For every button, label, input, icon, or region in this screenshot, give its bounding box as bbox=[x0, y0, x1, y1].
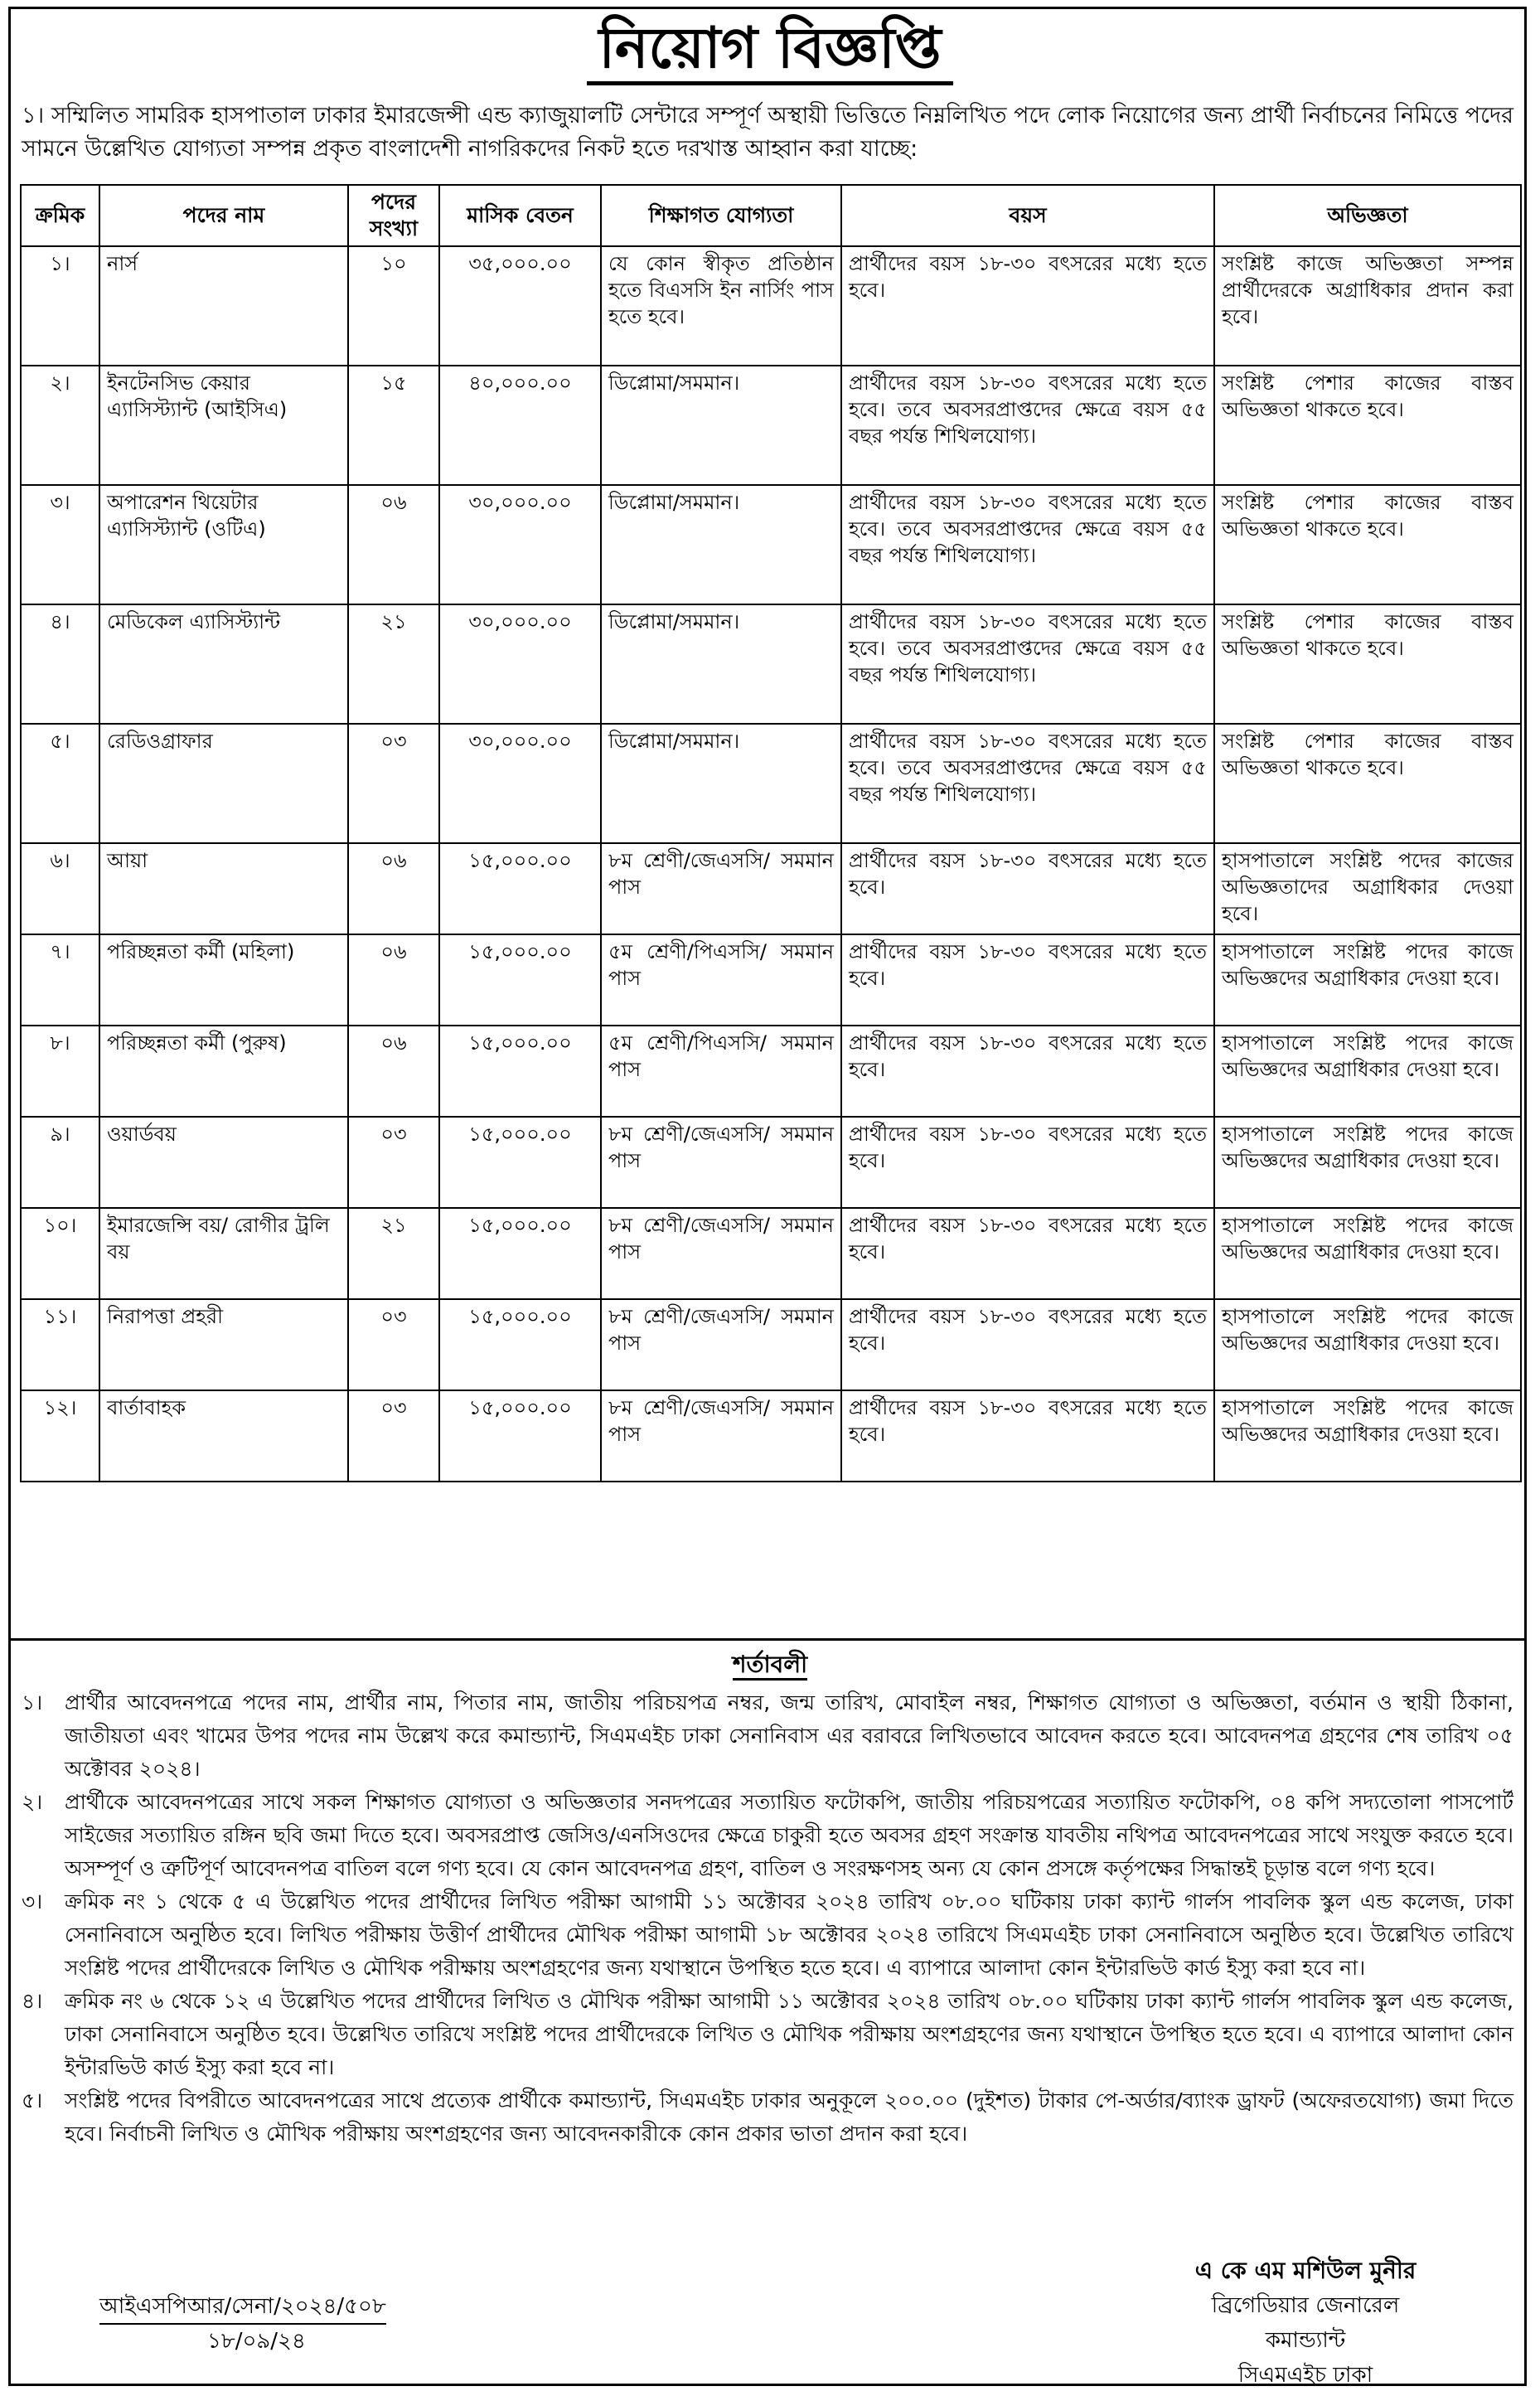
row-experience: হাসপাতালে সংশ্লিষ্ট পদের কাজে অভিজ্ঞদের অগ্রাধিকার দেওয়া হবে। bbox=[1214, 934, 1521, 1026]
row-serial: ৯। bbox=[21, 1117, 99, 1208]
row-education: ৮ম শ্রেণী/জেএসসি/ সমমান পাস bbox=[601, 1390, 841, 1482]
condition-text: ক্রমিক নং ১ থেকে ৫ এ উল্লেখিত পদের প্রার্থীদের লিখিত পরীক্ষা আগামী ১১ অক্টোবর ২০২৪ তারিখ ০৮.০০ ঘটিকায় ঢাকা ক্যান্ট গার্লস পাবলিক স্কুল এন্ড কলেজ, ঢাকা সেনানিবাসে অনুষ্ঠিত হবে। লিখিত পরীক্ষায় উত্তীর্ণ প্রার্থীদের মৌখিক পরীক্ষা আগামী ১৮ অক্টোবর ২০২৪ তারিখে সিএমএইচ ঢাকা সেনানিবাসে অনুষ্ঠিত হবে। উল্লেখিত তারিখে সংশ্লিষ্ট পদের প্রার্থীদেরকে লিখিত ও মৌখিক পরীক্ষায় অংশগ্রহণের জন্য যথাস্থানে উপস্থিত হতে হবে। এ ব্যাপারে আলাদা কোন ইন্টারভিউ কার্ড ইস্যু করা হবে না। bbox=[65, 1889, 1513, 1980]
row-post-count: ০৩ bbox=[348, 1390, 439, 1482]
row-post-count: ২১ bbox=[348, 604, 439, 724]
condition-number: ৩। bbox=[22, 1889, 43, 1913]
row-monthly-salary: ১৫,০০০.০০ bbox=[439, 1117, 601, 1208]
row-experience: হাসপাতালে সংশ্লিষ্ট পদের কাজে অভিজ্ঞদের অগ্রাধিকার দেওয়া হবে। bbox=[1214, 1299, 1521, 1390]
signature-block bbox=[1119, 2253, 1492, 2393]
table-row bbox=[21, 485, 1521, 604]
row-experience: হাসপাতালে সংশ্লিষ্ট পদের কাজে অভিজ্ঞদের অগ্রাধিকার দেওয়া হবে। bbox=[1214, 1026, 1521, 1117]
row-age: প্রার্থীদের বয়স ১৮-৩০ বৎসরের মধ্যে হতে হবে। তবে অবসরপ্রাপ্তদের ক্ষেত্রে বয়স ৫৫ বছর পর্যন্ত শিথিলযোগ্য। bbox=[841, 604, 1214, 724]
divider-line bbox=[11, 1638, 1524, 1641]
row-post-name: পরিচ্ছন্নতা কর্মী (পুরুষ) bbox=[99, 1026, 348, 1117]
memo-block bbox=[99, 2290, 386, 2358]
vacancy-table bbox=[20, 184, 1522, 1482]
row-serial: ১২। bbox=[21, 1390, 99, 1482]
row-monthly-salary: ৩৫,০০০.০০ bbox=[439, 246, 601, 366]
condition-text: প্রার্থীর আবেদনপত্রে পদের নাম, প্রার্থীর নাম, পিতার নাম, জাতীয় পরিচয়পত্র নম্বর, জন্ম তারিখ, মোবাইল নম্বর, শিক্ষাগত যোগ্যতা ও অভিজ্ঞতা, বর্তমান ও স্থায়ী ঠিকানা, জাতীয়তা এবং খামের উপর পদের নাম উল্লেখ করে কমান্ড্যান্ট, সিএমএইচ ঢাকা সেনানিবাস এর বরাবরে লিখিতভাবে আবেদন করতে হবে। আবেদনপত্র গ্রহণের শেষ তারিখ ০৫ অক্টোবর ২০২৪। bbox=[65, 1690, 1513, 1781]
row-post-name: অপারেশন থিয়েটার এ্যাসিস্ট্যান্ট (ওটিএ) bbox=[99, 485, 348, 604]
row-serial: ৬। bbox=[21, 843, 99, 934]
row-monthly-salary: ১৫,০০০.০০ bbox=[439, 1208, 601, 1299]
condition-item bbox=[22, 1985, 1513, 2084]
row-post-count: ১৫ bbox=[348, 366, 439, 485]
header-post-count: পদের সংখ্যা bbox=[348, 185, 439, 246]
row-post-count: ০৬ bbox=[348, 843, 439, 934]
row-monthly-salary: ১৫,০০০.০০ bbox=[439, 1390, 601, 1482]
row-experience: সংশ্লিষ্ট পেশার কাজের বাস্তব অভিজ্ঞতা থাকতে হবে। bbox=[1214, 485, 1521, 604]
row-post-count: ০৩ bbox=[348, 1299, 439, 1390]
row-serial: ৩। bbox=[21, 485, 99, 604]
notice-title: নিয়োগ বিজ্ঞপ্তি bbox=[0, 12, 1540, 85]
row-post-name: ইনটেনসিভ কেয়ার এ্যাসিস্ট্যান্ট (আইসিএ) bbox=[99, 366, 348, 485]
signatory-designation: কমান্ড্যান্ট bbox=[1265, 2328, 1346, 2353]
row-age: প্রার্থীদের বয়স ১৮-৩০ বৎসরের মধ্যে হতে হবে। তবে অবসরপ্রাপ্তদের ক্ষেত্রে বয়স ৫৫ বছর পর্যন্ত শিথিলযোগ্য। bbox=[841, 724, 1214, 843]
memo-reference: আইএসপিআর/সেনা/২০২৪/৫০৮ bbox=[99, 2290, 386, 2325]
row-education: ডিপ্লোমা/সমমান। bbox=[601, 724, 841, 843]
row-post-name: ইমারজেন্সি বয়/ রোগীর ট্রলি বয় bbox=[99, 1208, 348, 1299]
conditions-heading: শর্তাবলী bbox=[0, 1648, 1540, 1681]
table-row bbox=[21, 1026, 1521, 1117]
header-monthly-salary: মাসিক বেতন bbox=[439, 185, 601, 246]
row-education: ৫ম শ্রেণী/পিএসসি/ সমমান পাস bbox=[601, 1026, 841, 1117]
condition-number: ৫। bbox=[22, 2088, 43, 2112]
row-monthly-salary: ৩০,০০০.০০ bbox=[439, 604, 601, 724]
row-serial: ১১। bbox=[21, 1299, 99, 1390]
row-experience: সংশ্লিষ্ট পেশার কাজের বাস্তব অভিজ্ঞতা থাকতে হবে। bbox=[1214, 724, 1521, 843]
row-post-name: ওয়ার্ডবয় bbox=[99, 1117, 348, 1208]
condition-item bbox=[22, 1686, 1513, 1786]
row-post-name: নার্স bbox=[99, 246, 348, 366]
table-row bbox=[21, 246, 1521, 366]
row-serial: ৪। bbox=[21, 604, 99, 724]
header-serial: ক্রমিক bbox=[21, 185, 99, 246]
row-education: ডিপ্লোমা/সমমান। bbox=[601, 485, 841, 604]
row-post-name: আয়া bbox=[99, 843, 348, 934]
row-age: প্রার্থীদের বয়স ১৮-৩০ বৎসরের মধ্যে হতে হবে। bbox=[841, 1208, 1214, 1299]
row-serial: ২। bbox=[21, 366, 99, 485]
header-experience: অভিজ্ঞতা bbox=[1214, 185, 1521, 246]
row-post-count: ২১ bbox=[348, 1208, 439, 1299]
table-header-row bbox=[21, 185, 1521, 246]
condition-number: ২। bbox=[22, 1790, 43, 1814]
row-age: প্রার্থীদের বয়স ১৮-৩০ বৎসরের মধ্যে হতে হবে। bbox=[841, 1117, 1214, 1208]
signatory-office: সিএমএইচ ঢাকা bbox=[1237, 2363, 1373, 2388]
row-post-count: ০৬ bbox=[348, 1026, 439, 1117]
condition-item bbox=[22, 1885, 1513, 1985]
row-post-count: ০৬ bbox=[348, 485, 439, 604]
row-education: ৮ম শ্রেণী/জেএসসি/ সমমান পাস bbox=[601, 1208, 841, 1299]
header-post-name: পদের নাম bbox=[99, 185, 348, 246]
row-post-name: নিরাপত্তা প্রহরী bbox=[99, 1299, 348, 1390]
condition-number: ১। bbox=[22, 1690, 43, 1715]
row-post-name: পরিচ্ছন্নতা কর্মী (মহিলা) bbox=[99, 934, 348, 1026]
row-experience: হাসপাতালে সংশ্লিষ্ট পদের কাজে অভিজ্ঞদের অগ্রাধিকার দেওয়া হবে। bbox=[1214, 1117, 1521, 1208]
header-education: শিক্ষাগত যোগ্যতা bbox=[601, 185, 841, 246]
row-post-count: ০৬ bbox=[348, 934, 439, 1026]
row-education: ৮ম শ্রেণী/জেএসসি/ সমমান পাস bbox=[601, 843, 841, 934]
row-age: প্রার্থীদের বয়স ১৮-৩০ বৎসরের মধ্যে হতে হবে। তবে অবসরপ্রাপ্তদের ক্ষেত্রে বয়স ৫৫ বছর পর্যন্ত শিথিলযোগ্য। bbox=[841, 366, 1214, 485]
intro-paragraph: ১। সম্মিলিত সামরিক হাসপাতাল ঢাকার ইমারজেন্সী এন্ড ক্যাজুয়ালটি সেন্টারে সম্পূর্ণ অস্থায়ী ভিত্তিতে নিম্নলিখিত পদে লোক নিয়োগের জন্য প্রার্থী নির্বাচনের নিমিত্তে পদের সামনে উল্লেখিত যোগ্যতা সম্পন্ন প্রকৃত বাংলাদেশী নাগরিকদের নিকট হতে দরখাস্ত আহ্বান করা যাচ্ছে: bbox=[22, 103, 1513, 162]
table-row bbox=[21, 604, 1521, 724]
row-post-name: রেডিওগ্রাফার bbox=[99, 724, 348, 843]
row-education: ডিপ্লোমা/সমমান। bbox=[601, 366, 841, 485]
row-serial: ৭। bbox=[21, 934, 99, 1026]
header-age: বয়স bbox=[841, 185, 1214, 246]
condition-text: প্রার্থীকে আবেদনপত্রের সাথে সকল শিক্ষাগত যোগ্যতা ও অভিজ্ঞতার সনদপত্রের সত্যায়িত ফটোকপি, জাতীয় পরিচয়পত্রের সত্যায়িত ফটোকপি, ০৪ কপি সদ্যতোলা পাসপোর্ট সাইজের সত্যায়িত রঙ্গিন ছবি জমা দিতে হবে। অবসরপ্রাপ্ত জেসিও/এনসিওদের ক্ষেত্রে চাকুরী হতে অবসর গ্রহণ সংক্রান্ত যাবতীয় নথিপত্র আবেদনপত্রের সাথে সংযুক্ত করতে হবে। অসম্পূর্ণ ও ত্রুটিপূর্ণ আবেদনপত্র বাতিল বলে গণ্য হবে। যে কোন আবেদনপত্র গ্রহণ, বাতিল ও সংরক্ষণসহ অন্য যে কোন প্রসঙ্গে কর্তৃপক্ষের সিদ্ধান্তই চূড়ান্ত বলে গণ্য হবে। bbox=[65, 1790, 1513, 1880]
row-experience: হাসপাতালে সংশ্লিষ্ট পদের কাজে অভিজ্ঞদের অগ্রাধিকার দেওয়া হবে। bbox=[1214, 1390, 1521, 1482]
row-age: প্রার্থীদের বয়স ১৮-৩০ বৎসরের মধ্যে হতে হবে। bbox=[841, 1390, 1214, 1482]
signatory-name: এ কে এম মশিউল মুনীর bbox=[1194, 2257, 1417, 2284]
table-row bbox=[21, 724, 1521, 843]
row-age: প্রার্থীদের বয়স ১৮-৩০ বৎসরের মধ্যে হতে হবে। bbox=[841, 1026, 1214, 1117]
vacancy-rows bbox=[21, 246, 1521, 1482]
condition-text: সংশ্লিষ্ট পদের বিপরীতে আবেদনপত্রের সাথে প্রত্যেক প্রার্থীকে কমান্ড্যান্ট, সিএমএইচ ঢাকার অনুকূলে ২০০.০০ (দুইশত) টাকার পে-অর্ডার/ব্যাংক ড্রাফট (অফেরতযোগ্য) জমা দিতে হবে। নির্বাচনী লিখিত ও মৌখিক পরীক্ষায় অংশগ্রহণের জন্য আবেদনকারীকে কোন প্রকার ভাতা প্রদান করা হবে। bbox=[65, 2088, 1513, 2146]
row-education: ৫ম শ্রেণী/পিএসসি/ সমমান পাস bbox=[601, 934, 841, 1026]
row-post-count: ০৩ bbox=[348, 724, 439, 843]
row-monthly-salary: ৪০,০০০.০০ bbox=[439, 366, 601, 485]
row-monthly-salary: ১৫,০০০.০০ bbox=[439, 934, 601, 1026]
row-education: ৮ম শ্রেণী/জেএসসি/ সমমান পাস bbox=[601, 1299, 841, 1390]
condition-item bbox=[22, 1786, 1513, 1885]
row-monthly-salary: ৩০,০০০.০০ bbox=[439, 724, 601, 843]
table-row bbox=[21, 366, 1521, 485]
row-post-count: ১০ bbox=[348, 246, 439, 366]
row-monthly-salary: ৩০,০০০.০০ bbox=[439, 485, 601, 604]
row-experience: সংশ্লিষ্ট পেশার কাজের বাস্তব অভিজ্ঞতা থাকতে হবে। bbox=[1214, 604, 1521, 724]
row-monthly-salary: ১৫,০০০.০০ bbox=[439, 1299, 601, 1390]
condition-item bbox=[22, 2084, 1513, 2151]
memo-date: ১৮/০৯/২৪ bbox=[207, 2329, 306, 2354]
row-monthly-salary: ১৫,০০০.০০ bbox=[439, 1026, 601, 1117]
row-age: প্রার্থীদের বয়স ১৮-৩০ বৎসরের মধ্যে হতে হবে। তবে অবসরপ্রাপ্তদের ক্ষেত্রে বয়স ৫৫ বছর পর্যন্ত শিথিলযোগ্য। bbox=[841, 485, 1214, 604]
row-monthly-salary: ১৫,০০০.০০ bbox=[439, 843, 601, 934]
row-age: প্রার্থীদের বয়স ১৮-৩০ বৎসরের মধ্যে হতে হবে। bbox=[841, 1299, 1214, 1390]
signatory-rank: ব্রিগেডিয়ার জেনারেল bbox=[1211, 2293, 1400, 2318]
row-age: প্রার্থীদের বয়স ১৮-৩০ বৎসরের মধ্যে হতে হবে। bbox=[841, 934, 1214, 1026]
row-age: প্রার্থীদের বয়স ১৮-৩০ বৎসরের মধ্যে হতে হবে। bbox=[841, 843, 1214, 934]
row-post-name: বার্তাবাহক bbox=[99, 1390, 348, 1482]
row-serial: ৫। bbox=[21, 724, 99, 843]
table-row bbox=[21, 934, 1521, 1026]
table-row bbox=[21, 1390, 1521, 1482]
table-row bbox=[21, 843, 1521, 934]
table-row bbox=[21, 1117, 1521, 1208]
conditions-list bbox=[22, 1686, 1513, 2151]
table-row bbox=[21, 1299, 1521, 1390]
row-serial: ১। bbox=[21, 246, 99, 366]
row-serial: ১০। bbox=[21, 1208, 99, 1299]
table-row bbox=[21, 1208, 1521, 1299]
row-experience: হাসপাতালে সংশ্লিষ্ট পদের কাজে অভিজ্ঞদের অগ্রাধিকার দেওয়া হবে। bbox=[1214, 1208, 1521, 1299]
row-serial: ৮। bbox=[21, 1026, 99, 1117]
condition-text: ক্রমিক নং ৬ থেকে ১২ এ উল্লেখিত পদের প্রার্থীদের লিখিত ও মৌখিক পরীক্ষা আগামী ১১ অক্টোবর ২০২৪ তারিখ ০৮.০০ ঘটিকায় ঢাকা ক্যান্ট গার্লস পাবলিক স্কুল এন্ড কলেজ, ঢাকা সেনানিবাসে অনুষ্ঠিত হবে। উল্লেখিত তারিখে সংশ্লিষ্ট পদের প্রার্থীদেরকে লিখিত ও মৌখিক পরীক্ষায় অংশগ্রহণের জন্য যথাস্থানে উপস্থিত হতে হবে। এ ব্যাপারে আলাদা কোন ইন্টারভিউ কার্ড ইস্যু করা হবে না। bbox=[65, 1989, 1513, 2079]
row-experience: সংশ্লিষ্ট কাজে অভিজ্ঞতা সম্পন্ন প্রার্থীদেরকে অগ্রাধিকার প্রদান করা হবে। bbox=[1214, 246, 1521, 366]
row-post-name: মেডিকেল এ্যাসিস্ট্যান্ট bbox=[99, 604, 348, 724]
row-age: প্রার্থীদের বয়স ১৮-৩০ বৎসরের মধ্যে হতে হবে। bbox=[841, 246, 1214, 366]
row-education: যে কোন স্বীকৃত প্রতিষ্ঠান হতে বিএসসি ইন নার্সিং পাস হতে হবে। bbox=[601, 246, 841, 366]
row-post-count: ০৩ bbox=[348, 1117, 439, 1208]
condition-number: ৪। bbox=[22, 1989, 43, 2013]
row-education: ৮ম শ্রেণী/জেএসসি/ সমমান পাস bbox=[601, 1117, 841, 1208]
row-experience: হাসপাতালে সংশ্লিষ্ট পদের কাজের অভিজ্ঞতাদের অগ্রাধিকার দেওয়া হবে। bbox=[1214, 843, 1521, 934]
row-education: ডিপ্লোমা/সমমান। bbox=[601, 604, 841, 724]
row-experience: সংশ্লিষ্ট পেশার কাজের বাস্তব অভিজ্ঞতা থাকতে হবে। bbox=[1214, 366, 1521, 485]
